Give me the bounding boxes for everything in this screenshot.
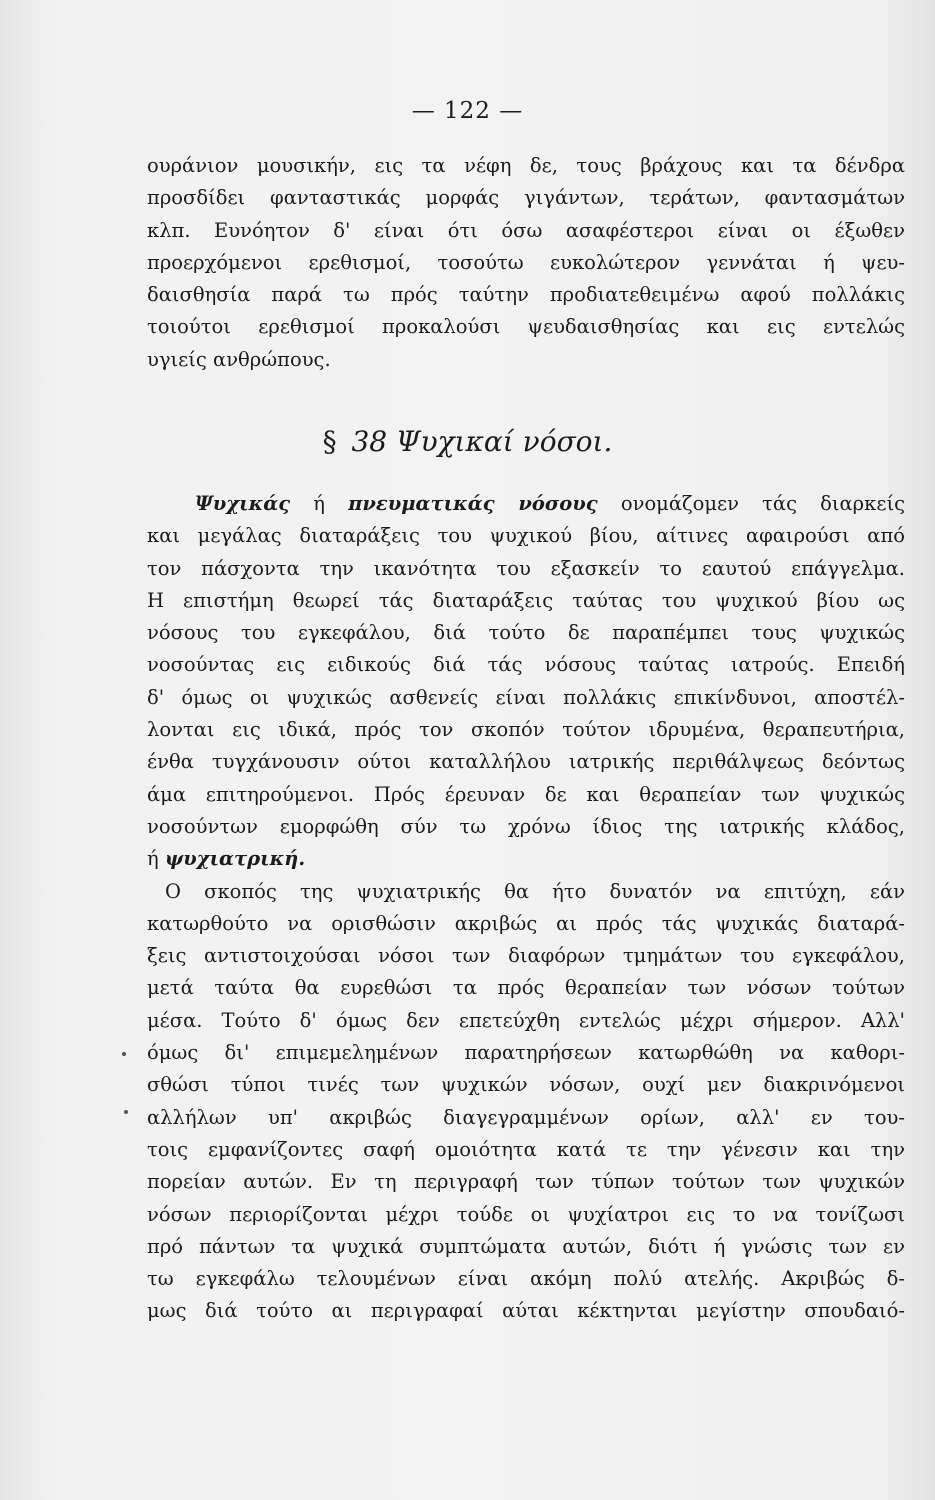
term-psychiatriki: ψυχιατρική. [164, 847, 306, 871]
section-symbol: § [322, 425, 337, 458]
term-psychikas: Ψυχικάς [195, 492, 291, 515]
intro-line: ουράνιον μουσικήν, εις τα νέφη δε, τους βράχους και τα δένδρα [147, 154, 905, 177]
body-line: όμως δι' επιμεμελημένων παρατηρήσεων κατωρθώθη να καθορι- [147, 1041, 905, 1065]
body-line: Η επιστήμη θεωρεί τάς διαταράξεις ταύτας του ψυχικού βίου ως [147, 588, 905, 612]
intro-paragraph [147, 150, 905, 376]
body-line: τον πάσχοντα την ικανότητα του εξασκείν το εαυτού επάγγελμα. [147, 556, 905, 580]
body-line: νοσούντας εις ειδικούς διά τάς νόσους ταύτας ιατρούς. Επειδή [147, 653, 905, 677]
intro-line: προερχόμενοι ερεθισμοί, τοσούτω ευκολώτερον γεννάται ή ψευ- [147, 250, 905, 274]
body-line: λονται εις ιδικά, πρός τον σκοπόν τούτον ιδρυμένα, θεραπευτήρια, [147, 718, 905, 742]
ink-speck [124, 1110, 128, 1114]
body-line: ξεις αντιστοιχούσαι νόσοι των διαφόρων τμημάτων του εγκεφάλου, [147, 944, 905, 968]
body-line: ένθα τυγχάνουσιν ούτοι καταλλήλου ιατρικής περιθάλψεως δεόντως [147, 750, 905, 774]
article: ή [147, 847, 159, 871]
section-title: Ψυχικαί νόσοι. [396, 425, 613, 458]
body-line-rest: ονομάζομεν τάς διαρκείς [620, 492, 905, 515]
body-line: τοις εμφανίζοντες σαφή ομοιότητα κατά τε την γένεσιν και την [147, 1137, 905, 1161]
intro-line: δαισθησία παρά τω πρός ταύτην προδιατεθειμένω αφού πολλάκις [147, 283, 905, 307]
body-line: άμα επιτηρούμενοι. Πρός έρευναν δε και θεραπείαν των ψυχικώς [147, 782, 905, 806]
body-line: και μεγάλας διαταράξεις του ψυχικού βίου, αίτινες αφαιρούσι από [147, 524, 905, 548]
body-line: νόσων περιορίζονται μέχρι τούδε οι ψυχίατροι εις το να τονίζωσι [147, 1202, 905, 1226]
body-line: πρό πάντων τα ψυχικά συμπτώματα αυτών, διότι ή γνώσις των εν [147, 1234, 905, 1258]
body-line: Ο σκοπός της ψυχιατρικής θα ήτο δυνατόν να επιτύχη, εάν [165, 879, 905, 903]
section-body [147, 488, 905, 1328]
body-line: δ' όμως οι ψυχικώς ασθενείς είναι πολλάκις επικίνδυνοι, αποστέλ- [147, 685, 905, 709]
body-line-psychiatry [147, 843, 905, 875]
page-number: — 122 — [411, 98, 524, 124]
section-number: 38 [351, 425, 388, 458]
body-line: αλλήλων υπ' ακριβώς διαγεγραμμένων ορίων, αλλ' εν του- [147, 1105, 905, 1129]
body-line: πορείαν αυτών. Εν τη περιγραφή των τύπων τούτων των ψυχικών [147, 1170, 905, 1194]
body-line: τω εγκεφάλω τελουμένων είναι ακόμη πολύ ατελής. Ακριβώς δ- [147, 1267, 905, 1291]
intro-line: υγιείς ανθρώπους. [147, 347, 331, 371]
intro-line: προσδίδει φανταστικάς μορφάς γιγάντων, τεράτων, φαντασμάτων [147, 186, 905, 210]
body-line: μως διά τούτο αι περιγραφαί αύται κέκτηνται μεγίστην σπουδαιό- [147, 1299, 905, 1323]
body-line: νόσους του εγκεφάλου, διά τούτο δε παραπέμπει τους ψυχικώς [147, 621, 905, 645]
body-line: νοσούντων εμορφώθη σύν τω χρόνω ίδιος της ιατρικής κλάδος, [147, 814, 905, 838]
body-line: σθώσι τύποι τινές των ψυχικών νόσων, ουχί μεν διακρινόμενοι [147, 1073, 905, 1097]
body-line: μέσα. Τούτο δ' όμως δεν επετεύχθη εντελώς μέχρι σήμερον. Αλλ' [147, 1008, 905, 1032]
body-line: κατωρθούτο να ορισθώσιν ακριβώς αι πρός τάς ψυχικάς διαταρά- [147, 911, 905, 935]
conjunction: ή [313, 492, 325, 515]
intro-line: κλπ. Ευνόητον δ' είναι ότι όσω ασαφέστεροι είναι οι έξωθεν [147, 218, 905, 242]
intro-line: τοιούτοι ερεθισμοί προκαλούσι ψευδαισθησίας και εις εντελώς [147, 315, 905, 339]
ink-speck [122, 1052, 126, 1056]
body-line-first [147, 488, 905, 520]
body-line: μετά ταύτα θα ευρεθώσι τα πρός θεραπείαν των νόσων τούτων [147, 976, 905, 1000]
term-pneumatikas: πνευματικάς νόσους [348, 492, 598, 515]
section-heading [0, 425, 935, 458]
